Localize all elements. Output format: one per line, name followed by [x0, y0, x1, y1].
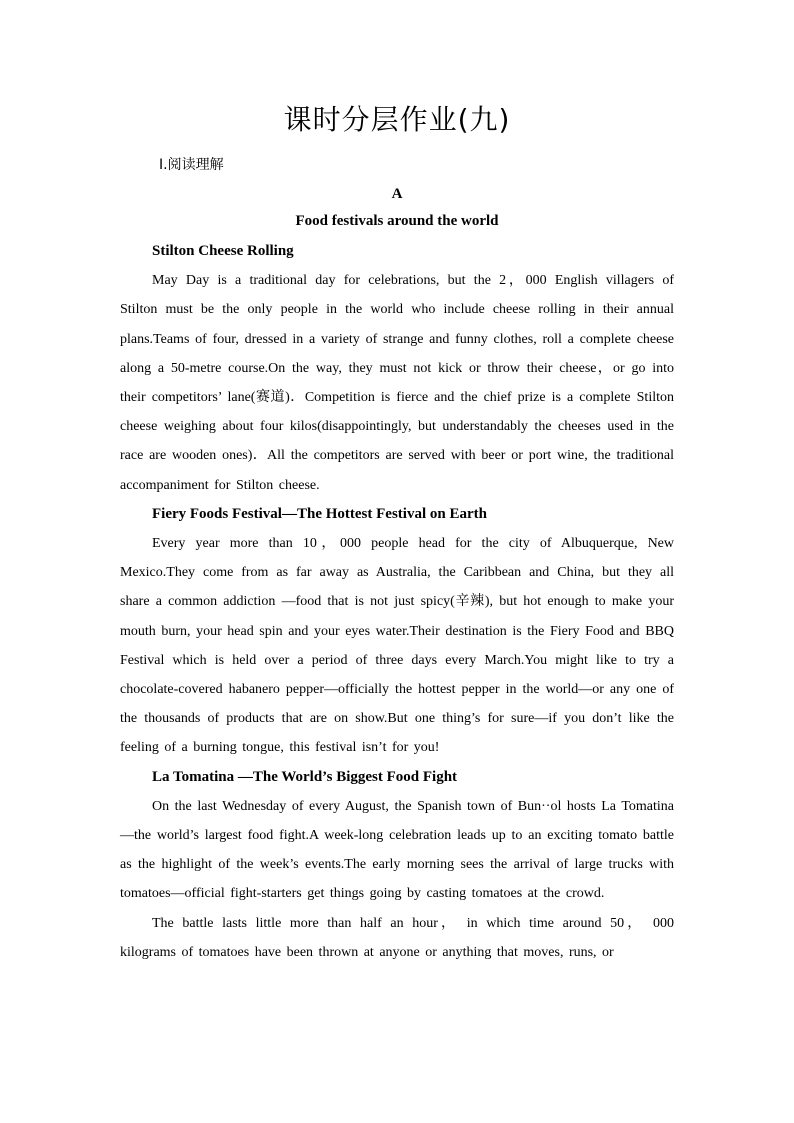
- sub-heading-la-tomatina: La Tomatina —The World’s Biggest Food Fight: [152, 768, 458, 785]
- worksheet-title: 课时分层作业(九): [283, 103, 511, 136]
- paragraph: May Day is a traditional day for celebrations, but the 2，000 English villagers of Stilton must be the only people in the world who include cheese rolling in their annual plans.Teams of four, dressed in a variety of strange and funny clothes, roll a complete cheese along a 50-metre course.On the way, they must not kick or throw their cheese，or go into their competitors’ lane(赛道)．Competition is fierce and the chief prize is a complete Stilton cheese weighing about four kilos(disappointingly, but understandably the cheeses used in the race are wooden ones)．All the competitors are served with beer or port wine, the traditional accompaniment for Stilton cheese.: [120, 273, 674, 493]
- sub-heading-stilton: Stilton Cheese Rolling: [152, 243, 294, 259]
- section-la-tomatina: [120, 763, 674, 967]
- passage-letter: A: [391, 186, 403, 202]
- paragraph: The battle lasts little more than half an hour， in which time around 50， 000 kilograms of tomatoes have been thrown at anyone or anything that moves, runs, or: [120, 915, 674, 960]
- paragraph: On the last Wednesday of every August, the Spanish town of Bun··ol hosts La Tomatina —the world’s largest food fight.A week-long celebration leads up to an exciting tomato battle as the highlight of the week’s events.The early morning sees the arrival of large trucks with tomatoes—official fight-starters get things going by casting tomatoes at the crowd.: [120, 798, 674, 902]
- sub-heading-fiery-foods: Fiery Foods Festival—The Hottest Festival on Earth: [152, 505, 487, 522]
- paragraph: Every year more than 10，000 people head for the city of Albuquerque, New Mexico.They come from as far away as Australia, the Caribbean and China, but they all share a common addiction —food that is not just spicy(辛辣), but hot enough to make your mouth burn, your head spin and your eyes water.Their destination is the Fiery Food and BBQ Festival which is held over a period of three days every March.You might like to try a chocolate-covered habanero pepper—officially the hottest pepper in the world—or any one of the thousands of products that are on show.But one thing’s for sure—if you don’t like the feeling of a burning tongue, this festival isn’t for you!: [120, 536, 674, 756]
- section-stilton: [120, 237, 674, 500]
- passage-title: Food festivals around the world: [295, 213, 499, 229]
- section-heading-reading: Ⅰ.阅读理解: [159, 157, 224, 173]
- passage-body: [120, 237, 674, 967]
- section-fiery-foods: [120, 500, 674, 763]
